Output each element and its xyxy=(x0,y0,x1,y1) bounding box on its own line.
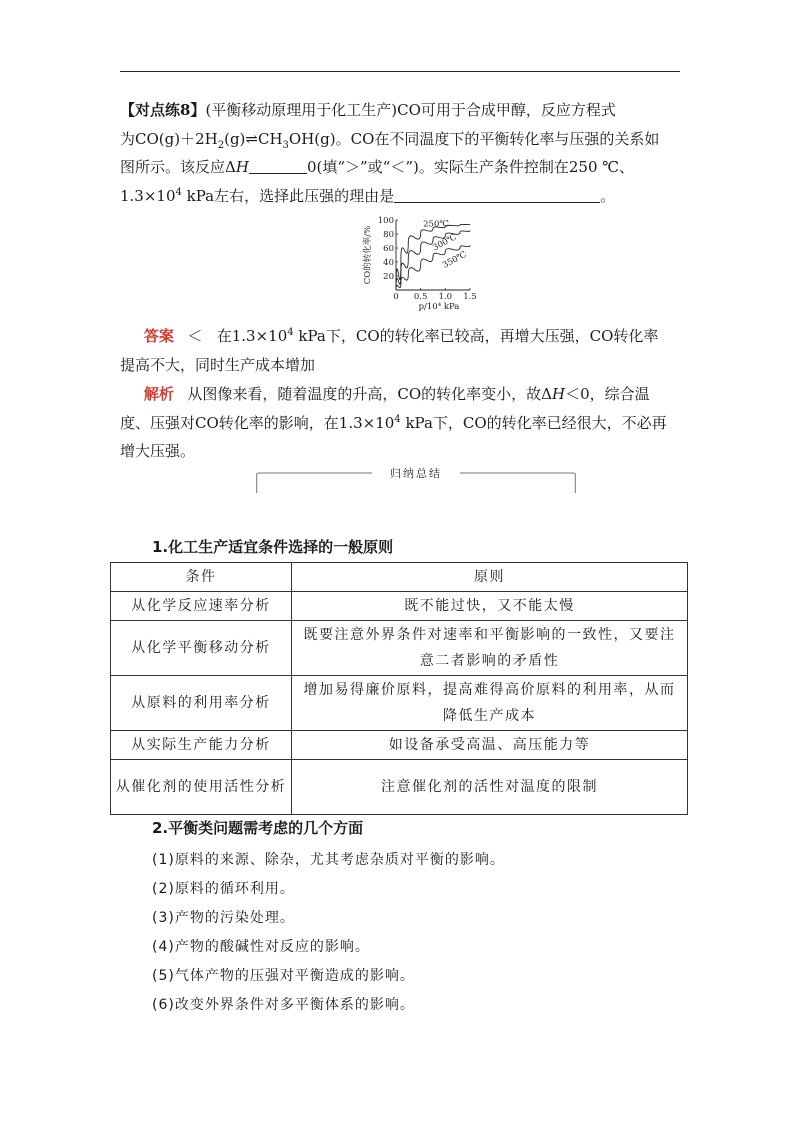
series-label-2: 350℃ xyxy=(441,249,469,271)
list-item: (5)气体产物的压强对平衡造成的影响。 xyxy=(152,968,415,984)
y-tick-label: 40 xyxy=(383,257,394,268)
exponent: 4 xyxy=(287,327,294,338)
list-item: (2)原料的循环利用。 xyxy=(152,881,295,897)
answer-symbol: ＜ xyxy=(187,327,203,345)
equation-part: OH(g)。CO在不同温度下的平衡转化率与压强的关系如 xyxy=(288,129,660,148)
exercise-line4-rest: kPa左右，选择此压强的理由是 xyxy=(181,186,395,205)
analysis-label: 解析 xyxy=(143,385,174,403)
answer-label: 答案 xyxy=(143,327,174,345)
enthalpy-symbol: H xyxy=(235,158,249,176)
table-header-row xyxy=(111,563,688,592)
y-tick-label: 60 xyxy=(383,243,394,254)
y-tick-label: 20 xyxy=(383,271,394,282)
answer-paragraph xyxy=(120,322,680,379)
answer-blank-1 xyxy=(249,157,307,174)
exercise-paragraph xyxy=(120,96,680,210)
summary-title: 归纳总结 xyxy=(390,467,442,480)
equilibrium-arrow: ⇌ xyxy=(245,129,258,148)
x-tick-label: 0.5 xyxy=(413,292,428,302)
cell-condition: 从催化剂的使用活性分析 xyxy=(111,760,292,815)
equation-part: CH xyxy=(257,129,283,148)
table-row xyxy=(111,676,688,731)
list-item: (4)产物的酸碱性对反应的影响。 xyxy=(152,939,370,955)
equation-sub: 3 xyxy=(282,139,289,151)
exponent: 4 xyxy=(394,413,401,425)
top-rule xyxy=(120,71,680,72)
x-tick-label: 1.0 xyxy=(438,292,453,302)
exercise-line1: (平衡移动原理用于化工生产)CO可用于合成甲醇，反应方程式 xyxy=(205,101,616,119)
x-axis-label: p/10⁴ kPa xyxy=(418,302,460,312)
exercise-line4: 1.3×10 xyxy=(120,186,176,205)
table-row xyxy=(111,731,688,760)
exercise-line3-rest: 0(填“＞”或“＜”)。实际生产条件控制在250 ℃、 xyxy=(306,158,635,176)
analysis-paragraph xyxy=(120,380,680,466)
section1-title: 1.化工生产适宜条件选择的一般原则 xyxy=(152,538,394,556)
conversion-chart xyxy=(358,214,478,314)
cell-condition: 从实际生产能力分析 xyxy=(111,731,292,760)
equation-part: 为CO(g)＋2H xyxy=(120,129,218,148)
analysis-text: 度、压强对CO转化率的影响，在1.3×10 xyxy=(120,413,395,432)
list-item: (1)原料的来源、除杂，尤其考虑杂质对平衡的影响。 xyxy=(152,852,505,868)
analysis-text: kPa下，CO的转化率已经很大，不必再 xyxy=(400,413,667,432)
equation-part: (g) xyxy=(224,129,246,148)
list-item: (6)改变外界条件对多平衡体系的影响。 xyxy=(152,997,415,1013)
table-row xyxy=(111,760,688,815)
period: 。 xyxy=(600,186,616,205)
answer-blank-2 xyxy=(394,186,600,203)
table-row xyxy=(111,592,688,621)
equation-sub: 2 xyxy=(217,139,225,151)
section2-title: 2.平衡类问题需考虑的几个方面 xyxy=(152,819,364,837)
cell-principle: 注意催化剂的活性对温度的限制 xyxy=(292,760,688,815)
cell-principle: 增加易得廉价原料，提高难得高价原料的利用率，从而降低生产成本 xyxy=(292,676,688,731)
analysis-text: ＜0，综合温 xyxy=(565,385,650,403)
y-tick-label: 80 xyxy=(383,229,394,240)
cell-condition: 从化学反应速率分析 xyxy=(111,592,292,621)
analysis-text: 从图像来看，随着温度的升高，CO的转化率变小，故Δ xyxy=(187,385,553,403)
x-tick-label: 0 xyxy=(393,292,399,302)
answer-text: kPa下，CO的转化率已较高，再增大压强，CO转化率 xyxy=(293,327,659,345)
summary-banner xyxy=(256,466,576,494)
series-label-0: 250℃ xyxy=(423,219,449,230)
answer-text: 提高不大，同时生产成本增加 xyxy=(120,355,316,374)
series-label-1: 300℃ xyxy=(431,232,459,254)
principles-table xyxy=(110,562,688,815)
x-tick-label: 1.5 xyxy=(463,292,477,302)
table-row xyxy=(111,621,688,676)
cell-principle: 如设备承受高温、高压能力等 xyxy=(292,731,688,760)
cell-condition: 从化学平衡移动分析 xyxy=(111,621,292,676)
exercise-line3: 图所示。该反应Δ xyxy=(120,158,236,176)
enthalpy-symbol: H xyxy=(552,385,566,403)
y-axis-label: CO的转化率/% xyxy=(363,225,373,285)
cell-principle: 既要注意外界条件对速率和平衡影响的一致性，又要注意二者影响的矛盾性 xyxy=(292,621,688,676)
cell-condition: 从原料的利用率分析 xyxy=(111,676,292,731)
y-tick-label: 100 xyxy=(377,215,394,226)
answer-text: 在1.3×10 xyxy=(216,327,288,345)
header-principle: 原则 xyxy=(292,563,688,592)
cell-principle: 既不能过快，又不能太慢 xyxy=(292,592,688,621)
exponent: 4 xyxy=(175,186,182,198)
analysis-text: 增大压强。 xyxy=(120,442,196,460)
conversion-chart-svg xyxy=(358,214,478,314)
list-item: (3)产物的污染处理。 xyxy=(152,910,295,926)
header-condition: 条件 xyxy=(111,563,292,592)
exercise-tag: 【对点练8】 xyxy=(120,101,206,119)
